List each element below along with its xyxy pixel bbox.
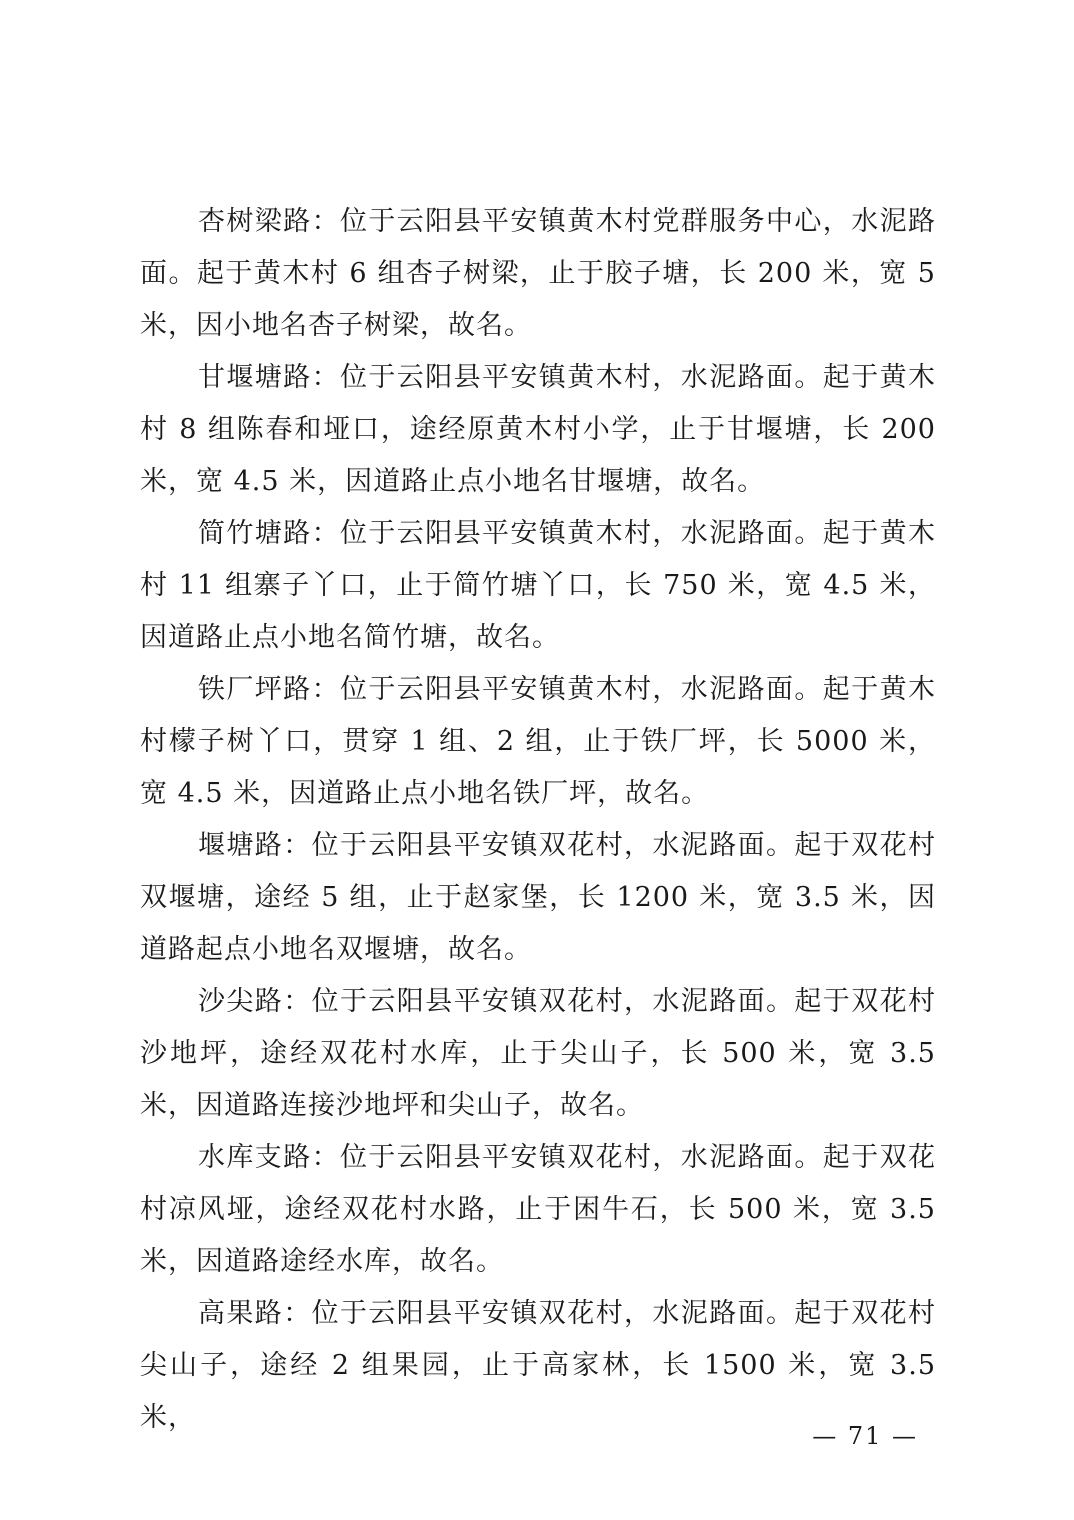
paragraph-gaoguo-road: 高果路：位于云阳县平安镇双花村，水泥路面。起于双花村尖山子，途经 2 组果园，止于高家林，长 1500 米，宽 3.5 米， [140, 1298, 936, 1433]
paragraph-shajian-road: 沙尖路：位于云阳县平安镇双花村，水泥路面。起于双花村沙地坪，途经双花村水库，止于尖山子，长 500 米，宽 3.5 米，因道路连接沙地坪和尖山子，故名。 [140, 986, 936, 1121]
paragraph-shuiku-branch-road: 水库支路：位于云阳县平安镇双花村，水泥路面。起于双花村凉风垭，途经双花村水路，止于困牛石，长 500 米，宽 3.5 米，因道路途经水库，故名。 [140, 1142, 936, 1277]
paragraph-ganyantang-road: 甘堰塘路：位于云阳县平安镇黄木村，水泥路面。起于黄木村 8 组陈春和垭口，途经原黄木村小学，止于甘堰塘，长 200 米，宽 4.5 米，因道路止点小地名甘堰塘，故名。 [140, 362, 936, 497]
paragraph-xingshuliang-road: 杏树梁路：位于云阳县平安镇黄木村党群服务中心，水泥路面。起于黄木村 6 组杏子树梁，止于胶子塘，长 200 米，宽 5 米，因小地名杏子树梁，故名。 [140, 206, 936, 341]
page-number: — 71 — [812, 1422, 918, 1450]
body-text [140, 196, 936, 1444]
paragraph-tiechangping-road: 铁厂坪路：位于云阳县平安镇黄木村，水泥路面。起于黄木村檬子树丫口，贯穿 1 组、2 组，止于铁厂坪，长 5000 米，宽 4.5 米，因道路止点小地名铁厂坪，故名。 [140, 674, 936, 809]
paragraph-yantang-road: 堰塘路：位于云阳县平安镇双花村，水泥路面。起于双花村双堰塘，途经 5 组，止于赵家堡，长 1200 米，宽 3.5 米，因道路起点小地名双堰塘，故名。 [140, 830, 936, 965]
paragraph-jianzhutang-road: 简竹塘路：位于云阳县平安镇黄木村，水泥路面。起于黄木村 11 组寨子丫口，止于简竹塘丫口，长 750 米，宽 4.5 米，因道路止点小地名简竹塘，故名。 [140, 518, 936, 653]
